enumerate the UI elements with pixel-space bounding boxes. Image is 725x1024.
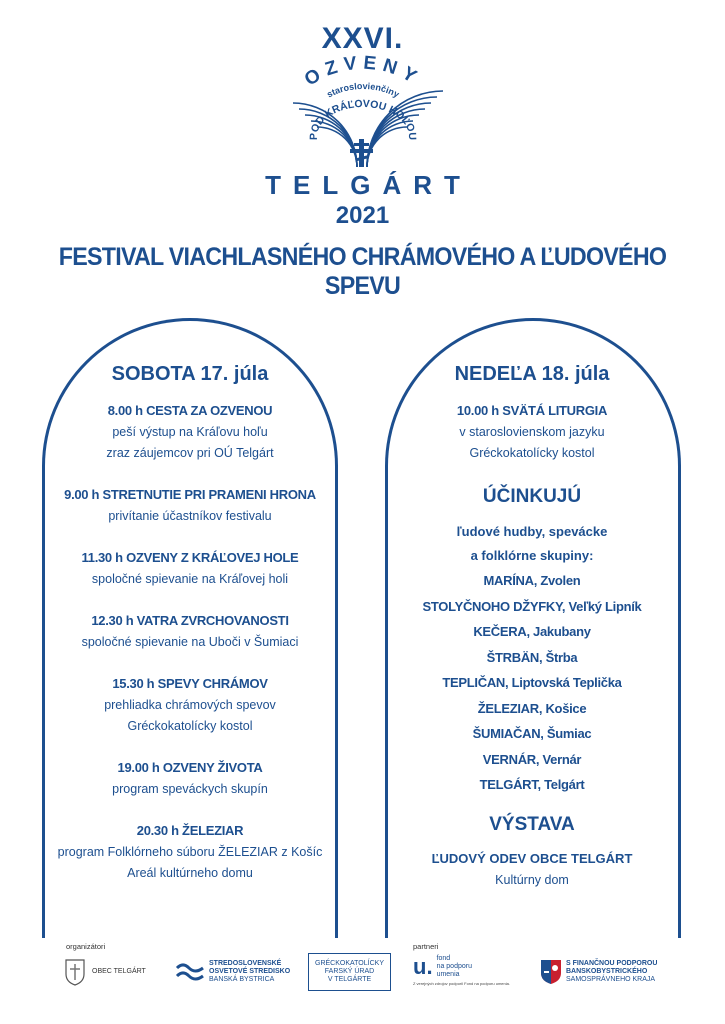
event-title: 9.00 h STRETNUTIE PRI PRAMENI HRONA bbox=[64, 487, 316, 502]
event-item bbox=[30, 820, 350, 884]
performer-item: ŽELEZIAR, Košice bbox=[477, 700, 587, 716]
event-line: prehliadka chrámových spevov bbox=[104, 698, 276, 712]
partner-fpu bbox=[413, 955, 510, 989]
fpu-logo-icon: u. bbox=[413, 954, 433, 979]
partner2-line: SAMOSPRÁVNEHO KRAJA bbox=[566, 976, 656, 983]
organizers-label: organizátori bbox=[66, 942, 106, 951]
event-line: v staroslovienskom jazyku bbox=[459, 425, 605, 439]
performers-intro: a folklórne skupiny: bbox=[470, 548, 594, 563]
coat-of-arms-icon bbox=[64, 958, 86, 986]
performer-item: ŠUMIAČAN, Šumiac bbox=[472, 726, 592, 741]
event-line: program speváckych skupín bbox=[112, 782, 268, 796]
org2-line: BANSKÁ BYSTRICA bbox=[209, 976, 275, 983]
logo-sub1: staroslovienčiny bbox=[325, 80, 401, 100]
year: 2021 bbox=[335, 202, 390, 229]
partners-label: partneri bbox=[413, 942, 439, 951]
town-name: TELGÁRT bbox=[265, 170, 472, 200]
org3-line: V TELGÁRTE bbox=[327, 976, 372, 983]
svg-text:staroslovienčiny bbox=[325, 81, 401, 100]
exhibition-heading: VÝSTAVA bbox=[489, 813, 575, 835]
event-title: 11.30 h OZVENY Z KRÁĽOVEJ HOLE bbox=[81, 550, 299, 565]
event-item bbox=[30, 610, 350, 653]
partner1-line: fond bbox=[436, 955, 451, 962]
event-title: 10.00 h SVÄTÁ LITURGIA bbox=[456, 403, 608, 418]
performer-item: STOLYČNOHO DŽYFKY, Veľký Lipník bbox=[422, 598, 642, 614]
performers-heading: ÚČINKUJÚ bbox=[482, 486, 582, 507]
performer-item: MARÍNA, Zvolen bbox=[483, 573, 581, 588]
partner-bbsk bbox=[540, 955, 657, 989]
org2-line: STREDOSLOVENSKÉ bbox=[209, 960, 282, 967]
org-parish bbox=[308, 953, 391, 991]
saturday-title: SOBOTA 17. júla bbox=[111, 363, 269, 385]
sunday-title: NEDEĽA 18. júla bbox=[454, 363, 610, 385]
performer-item: ŠTRBÄN, Štrba bbox=[486, 649, 578, 665]
performer-item: TELGÁRT, Telgárt bbox=[479, 777, 585, 792]
partner2-line: BANSKOBYSTRICKÉHO bbox=[566, 968, 648, 975]
event-item bbox=[30, 757, 350, 800]
logo-word: OZVENY bbox=[301, 55, 426, 91]
performer-item: TEPLIČAN, Liptovská Teplička bbox=[442, 675, 622, 690]
festival-logo bbox=[255, 55, 470, 170]
event-title: 8.00 h CESTA ZA OZVENOU bbox=[107, 403, 273, 418]
sos-logo-icon bbox=[175, 960, 205, 984]
org-telgart bbox=[64, 955, 146, 989]
event-line: Gréckokatolícky kostol bbox=[127, 719, 253, 733]
org3-line: FARSKÝ ÚRAD bbox=[324, 968, 375, 975]
org2-line: OSVETOVÉ STREDISKO bbox=[209, 968, 291, 975]
event-item bbox=[30, 673, 350, 737]
org1-name: OBEC TELGÁRT bbox=[92, 968, 146, 975]
event-line: spoločné spievanie na Uboči v Šumiaci bbox=[81, 635, 299, 649]
performer-item: KEČERA, Jakubany bbox=[473, 624, 591, 639]
org-sos bbox=[175, 955, 290, 989]
event-item bbox=[30, 400, 350, 464]
event-line: privítanie účastníkov festivalu bbox=[108, 509, 272, 523]
event-line: program Folklórneho súboru ŽELEZIAR z Košíc bbox=[57, 845, 323, 859]
event-title: 19.00 h OZVENY ŽIVOTA bbox=[117, 760, 263, 775]
logo-sub2: POD KRÁĽOVOU HOĽOU bbox=[307, 97, 419, 141]
event-item bbox=[372, 400, 692, 464]
event-line: Areál kultúrneho domu bbox=[127, 866, 253, 880]
org3-line: GRÉCKOKATOLÍCKY bbox=[315, 960, 384, 967]
event-line: Gréckokatolícky kostol bbox=[469, 446, 595, 460]
event-item bbox=[30, 484, 350, 527]
sunday-program bbox=[372, 360, 692, 891]
edition-number: XXVI. bbox=[321, 22, 404, 55]
partner1-line: na podporu bbox=[436, 963, 472, 970]
partner1-note: Z verejných zdrojov podporil Fond na podporu umenia. bbox=[413, 981, 510, 986]
event-title: 20.30 h ŽELEZIAR bbox=[136, 823, 244, 838]
bbsk-shield-icon bbox=[540, 959, 562, 985]
festival-title: FESTIVAL VIACHLASNÉHO CHRÁMOVÉHO A ĽUDOVÉHO SPEVU bbox=[58, 243, 667, 300]
performer-item: VERNÁR, Vernár bbox=[482, 751, 582, 767]
partner2-line: S FINANČNOU PODPOROU bbox=[566, 960, 658, 967]
event-line: peší výstup na Kráľovu hoľu bbox=[112, 425, 268, 439]
exhibition-place: Kultúrny dom bbox=[495, 872, 569, 887]
event-title: 12.30 h VATRA ZVRCHOVANOSTI bbox=[91, 613, 289, 628]
saturday-program bbox=[30, 360, 350, 904]
exhibition-title: ĽUDOVÝ ODEV OBCE TELGÁRT bbox=[431, 850, 633, 866]
event-line: spoločné spievanie na Kráľovej holi bbox=[91, 572, 289, 586]
event-line: zraz záujemcov pri OÚ Telgárt bbox=[106, 446, 274, 460]
partner1-line: umenia bbox=[436, 971, 460, 978]
event-item bbox=[30, 547, 350, 590]
performers-intro: ľudové hudby, spevácke bbox=[456, 524, 608, 539]
event-title: 15.30 h SPEVY CHRÁMOV bbox=[112, 676, 268, 691]
